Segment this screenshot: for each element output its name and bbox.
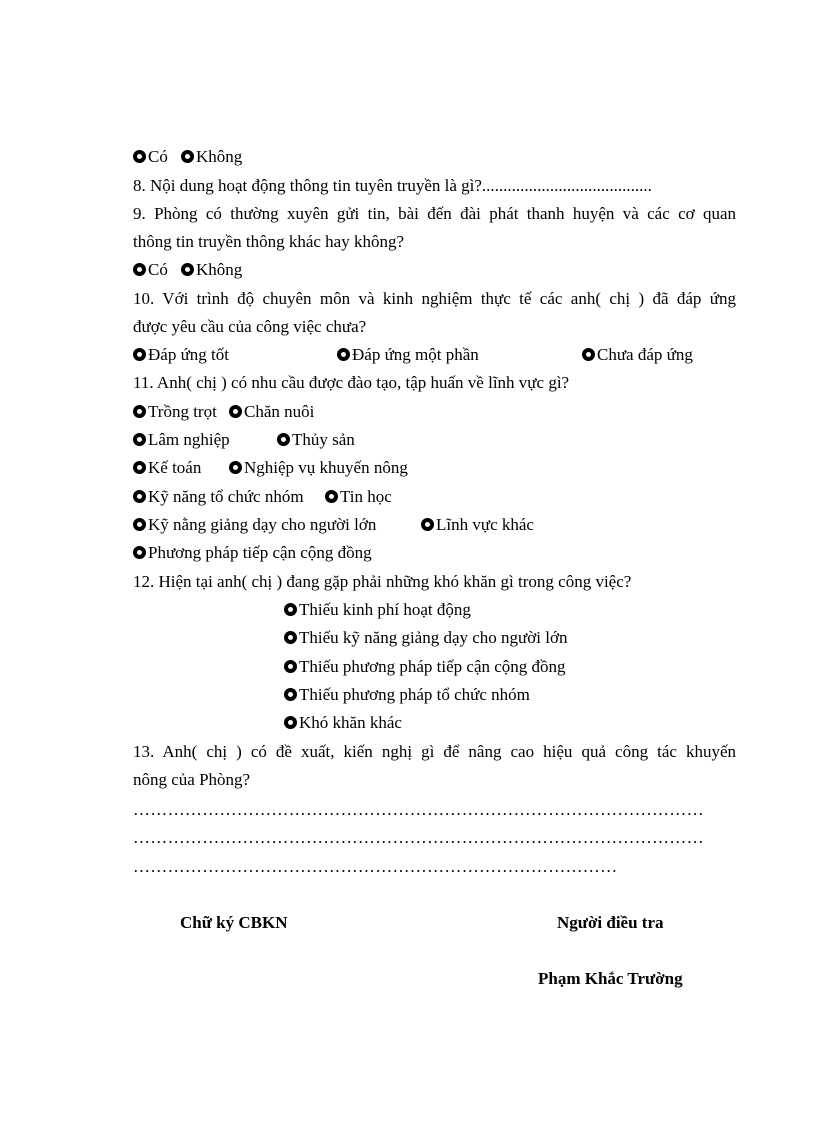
option-lam-nghiep[interactable]: Lâm nghiệp bbox=[133, 429, 230, 451]
radio-icon bbox=[133, 518, 146, 531]
radio-icon bbox=[133, 405, 146, 418]
option-ky-nang-to-chuc-nhom[interactable]: Kỹ năng tổ chức nhóm bbox=[133, 486, 304, 508]
radio-icon bbox=[284, 631, 297, 644]
radio-icon bbox=[133, 348, 146, 361]
question-9-line1: 9. Phòng có thường xuyên gửi tin, bài đến đài phát thanh huyện và các cơ quan bbox=[133, 204, 736, 223]
option-chan-nuoi[interactable]: Chăn nuôi bbox=[229, 401, 314, 423]
question-9-line2: thông tin truyền thông khác hay không? bbox=[133, 232, 405, 251]
answer-line[interactable]: ………………………………………………………………………… bbox=[133, 857, 618, 876]
question-12: 12. Hiện tại anh( chị ) đang gặp phải những khó khăn gì trong công việc? bbox=[133, 572, 632, 591]
option-kho-khan-khac[interactable]: Khó khăn khác bbox=[284, 712, 402, 734]
radio-icon bbox=[133, 461, 146, 474]
option-co[interactable]: Có bbox=[133, 259, 168, 281]
answer-line[interactable]: ……………………………………………………………………………………… bbox=[133, 800, 704, 819]
radio-icon bbox=[133, 150, 146, 163]
option-co[interactable]: Có bbox=[133, 146, 168, 168]
option-thieu-ky-nang[interactable]: Thiếu kỹ năng giảng dạy cho người lớn bbox=[284, 627, 567, 649]
answer-line[interactable]: ……………………………………………………………………………………… bbox=[133, 828, 704, 847]
option-ky-nang-giang-day[interactable]: Kỹ nằng giảng dạy cho người lớn bbox=[133, 514, 376, 536]
option-linh-vuc-khac[interactable]: Lĩnh vực khác bbox=[421, 514, 534, 536]
radio-icon bbox=[284, 603, 297, 616]
radio-icon bbox=[229, 461, 242, 474]
option-thuy-san[interactable]: Thủy sản bbox=[277, 429, 355, 451]
radio-icon bbox=[284, 688, 297, 701]
question-10-line1: 10. Với trình độ chuyên môn và kinh nghiệm thực tế các anh( chị ) đã đáp ứng bbox=[133, 289, 736, 308]
radio-icon bbox=[337, 348, 350, 361]
radio-icon bbox=[181, 263, 194, 276]
option-ke-toan[interactable]: Kế toán bbox=[133, 457, 201, 479]
radio-icon bbox=[133, 433, 146, 446]
option-phuong-phap-tiep-can[interactable]: Phương pháp tiếp cận cộng đồng bbox=[133, 542, 372, 564]
radio-icon bbox=[181, 150, 194, 163]
question-13-line2: nông của Phòng? bbox=[133, 770, 251, 789]
option-thieu-kinh-phi[interactable]: Thiếu kinh phí hoạt động bbox=[284, 599, 471, 621]
option-dap-ung-mot-phan[interactable]: Đáp ứng một phần bbox=[337, 344, 479, 366]
question-13-line1: 13. Anh( chị ) có đề xuất, kiến nghị gì để nâng cao hiệu quả công tác khuyến bbox=[133, 742, 736, 761]
radio-icon bbox=[582, 348, 595, 361]
radio-icon bbox=[133, 546, 146, 559]
surveyor-name: Phạm Khắc Trường bbox=[538, 969, 683, 988]
option-thieu-phuong-phap-to-chuc[interactable]: Thiếu phương pháp tổ chức nhóm bbox=[284, 684, 530, 706]
option-nghiep-vu-khuyen-nong[interactable]: Nghiệp vụ khuyến nông bbox=[229, 457, 408, 479]
question-11: 11. Anh( chị ) có nhu cầu được đào tạo, tập huấn về lĩnh vực gì? bbox=[133, 373, 570, 392]
option-khong[interactable]: Không bbox=[181, 259, 242, 281]
option-dap-ung-tot[interactable]: Đáp ứng tốt bbox=[133, 344, 229, 366]
radio-icon bbox=[133, 263, 146, 276]
signature-cbkn-label: Chữ ký CBKN bbox=[180, 913, 288, 932]
question-8: 8. Nội dung hoạt động thông tin tuyên truyền là gì?........................................ bbox=[133, 176, 652, 195]
radio-icon bbox=[284, 660, 297, 673]
radio-icon bbox=[421, 518, 434, 531]
radio-icon bbox=[325, 490, 338, 503]
radio-icon bbox=[229, 405, 242, 418]
option-tin-hoc[interactable]: Tin học bbox=[325, 486, 392, 508]
radio-icon bbox=[284, 716, 297, 729]
question-10-line2: được yêu cầu của công việc chưa? bbox=[133, 317, 367, 336]
radio-icon bbox=[277, 433, 290, 446]
option-chua-dap-ung[interactable]: Chưa đáp ứng bbox=[582, 344, 693, 366]
signature-surveyor-label: Người điều tra bbox=[557, 913, 664, 932]
radio-icon bbox=[133, 490, 146, 503]
option-trong-trot[interactable]: Trồng trọt bbox=[133, 401, 217, 423]
option-khong[interactable]: Không bbox=[181, 146, 242, 168]
option-thieu-phuong-phap-tiep-can[interactable]: Thiếu phương pháp tiếp cận cộng đồng bbox=[284, 656, 566, 678]
